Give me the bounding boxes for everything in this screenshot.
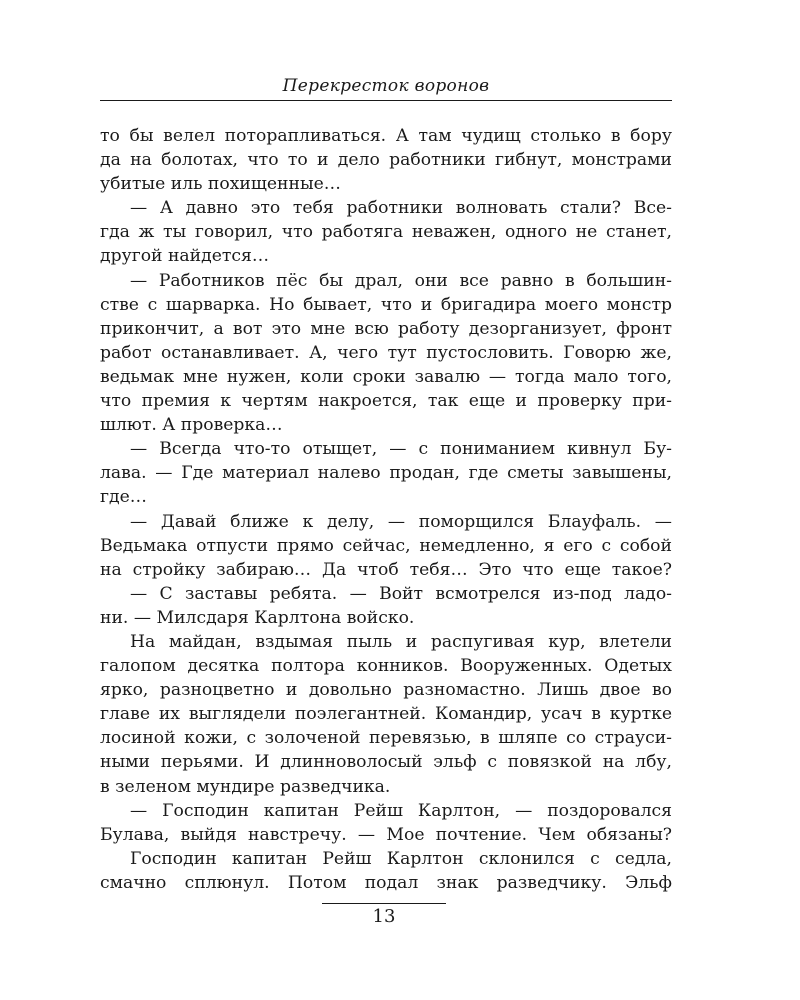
- footer-rule: [322, 903, 446, 904]
- text-line: то бы велел поторапливаться. А там чудищ столько в бору: [100, 126, 672, 146]
- text-line: на стройку забираю… Да чтоб тебя… Это что еще такое?: [100, 559, 672, 580]
- text-line: — Давай ближе к делу, — поморщился Блауфаль. —: [130, 511, 672, 532]
- text-line: ярко, разноцветно и довольно разномастно. Лишь двое во: [100, 680, 672, 701]
- text-line: что премия к чертям накроется, так еще и проверку при-: [100, 391, 672, 412]
- text-line: — А давно это тебя работники волновать стали? Все-: [130, 198, 672, 219]
- running-title: Перекресток воронов: [282, 76, 490, 96]
- text-line: лава. — Где материал налево продан, где сметы завышены,: [100, 463, 672, 484]
- text-line: гда ж ты говорил, что работяга неважен, одного не станет,: [100, 222, 672, 243]
- text-line: где…: [100, 487, 147, 508]
- text-line: Булава, выйдя навстречу. — Мое почтение. Чем обязаны?: [100, 824, 672, 845]
- text-line: главе их выглядели поэлегантней. Командир, усач в куртке: [100, 704, 672, 725]
- text-line: ни. — Милсдаря Карлтона войско.: [100, 607, 415, 628]
- text-line: — Господин капитан Рейш Карлтон, — поздоровался: [130, 800, 672, 821]
- text-line: галопом десятка полтора конников. Вооруженных. Одетых: [100, 656, 672, 677]
- text-line: работ останавливает. А, чего тут пустословить. Говорю же,: [100, 342, 672, 363]
- page-number: 13: [372, 906, 396, 927]
- text-line: смачно сплюнул. Потом подал знак разведчику. Эльф: [100, 872, 672, 893]
- text-line: стве с шарварка. Но бывает, что и бригадира моего монстр: [100, 294, 672, 315]
- text-line: другой найдется…: [100, 246, 270, 267]
- text-line: шлют. А проверка…: [100, 415, 283, 436]
- header-rule: [100, 100, 672, 101]
- text-line: убитые иль похищенные…: [100, 174, 341, 195]
- text-line: На майдан, вздымая пыль и распугивая кур, влетели: [130, 631, 672, 652]
- text-line: — Работников пёс бы драл, они все равно в большин-: [130, 270, 672, 291]
- text-line: ными перьями. И длинноволосый эльф с повязкой на лбу,: [100, 752, 672, 773]
- text-line: Господин капитан Рейш Карлтон склонился с седла,: [130, 848, 672, 869]
- text-line: лосиной кожи, с золоченой перевязью, в шляпе со страуси-: [100, 728, 672, 749]
- text-line: прикончит, а вот это мне всю работу дезорганизует, фронт: [100, 318, 672, 339]
- text-line: в зеленом мундире разведчика.: [100, 776, 391, 797]
- text-line: ведьмак мне нужен, коли сроки завалю — тогда мало того,: [100, 366, 672, 387]
- text-line: Ведьмака отпусти прямо сейчас, немедленно, я его с собой: [100, 535, 672, 556]
- text-line: да на болотах, что то и дело работники гибнут, монстрами: [100, 150, 672, 171]
- text-line: — Всегда что-то отыщет, — с пониманием кивнул Бу-: [130, 439, 672, 460]
- text-line: — С заставы ребята. — Войт всмотрелся из-под ладо-: [130, 583, 672, 604]
- body-text: [100, 124, 672, 895]
